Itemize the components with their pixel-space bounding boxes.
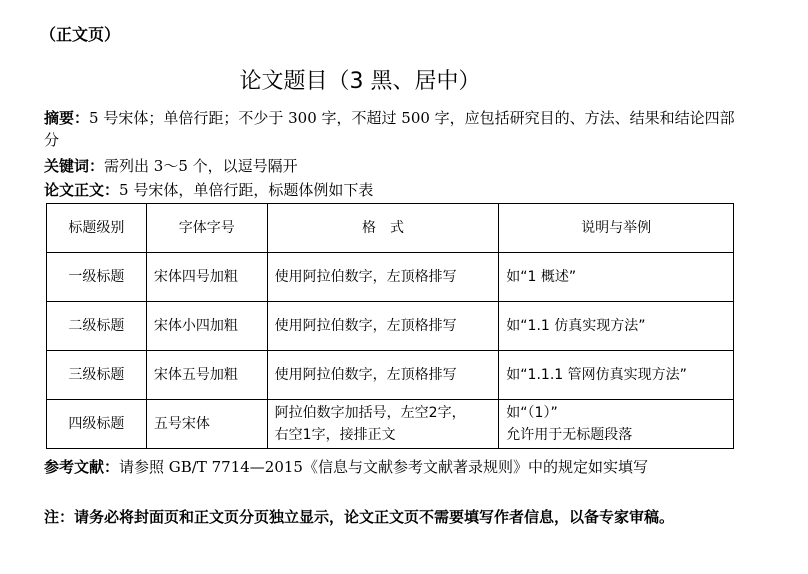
example-line: 允许用于无标题段落 bbox=[506, 427, 633, 443]
keywords-label: 关键词 bbox=[44, 157, 90, 175]
example-line: 如“（1）” bbox=[506, 405, 558, 421]
table-header-cell: 格 式 bbox=[267, 204, 499, 253]
table-header-cell: 说明与举例 bbox=[499, 204, 734, 253]
format-cell: 使用阿拉伯数字，左顶格排写 bbox=[267, 351, 499, 400]
abstract-colon: ： bbox=[74, 109, 90, 127]
table-row bbox=[47, 351, 734, 400]
table-row bbox=[47, 400, 734, 449]
keywords-paragraph bbox=[44, 155, 744, 177]
page-label: （正文页） bbox=[40, 25, 121, 44]
format-cell bbox=[267, 400, 499, 449]
table-header-cell: 标题级别 bbox=[47, 204, 147, 253]
references-label: 参考文献 bbox=[44, 458, 105, 476]
abstract-label: 摘要 bbox=[44, 109, 75, 127]
abstract-text: 5 号宋体；单倍行距；不少于 300 字，不超过 500 字，应包括研究目的、方法、结果和结论四部分 bbox=[44, 109, 735, 149]
level-cell: 一级标题 bbox=[47, 253, 147, 302]
body-text-label: 论文正文 bbox=[44, 181, 105, 199]
level-cell: 二级标题 bbox=[47, 302, 147, 351]
example-cell bbox=[499, 400, 734, 449]
example-cell: 如“1.1 仿真实现方法” bbox=[499, 302, 734, 351]
table-row bbox=[47, 253, 734, 302]
body-text-paragraph bbox=[44, 179, 744, 201]
references-text: 请参照 GB/T 7714—2015《信息与文献参考文献著录规则》中的规定如实填写 bbox=[119, 458, 648, 476]
paper-title: 论文题目（3 黑、居中） bbox=[239, 69, 481, 94]
references-colon: ： bbox=[104, 458, 120, 476]
body-text-text: 5 号宋体，单倍行距，标题体例如下表 bbox=[119, 181, 374, 199]
font-cell: 五号宋体 bbox=[146, 400, 267, 449]
table-header-cell: 字体字号 bbox=[146, 204, 267, 253]
keywords-text: 需列出 3～5 个，以逗号隔开 bbox=[104, 157, 298, 175]
references-paragraph bbox=[44, 456, 744, 478]
abstract-paragraph bbox=[44, 107, 744, 151]
body-text-colon: ： bbox=[104, 181, 120, 199]
submission-note: 注：请务必将封面页和正文页分页独立显示，论文正文页不需要填写作者信息，以备专家审稿。 bbox=[44, 508, 675, 526]
level-cell: 三级标题 bbox=[47, 351, 147, 400]
font-cell: 宋体四号加粗 bbox=[146, 253, 267, 302]
format-line: 阿拉伯数字加括号，左空2字， bbox=[274, 405, 466, 421]
format-cell: 使用阿拉伯数字，左顶格排写 bbox=[267, 302, 499, 351]
heading-format-table bbox=[46, 203, 734, 449]
format-line: 右空1字，接排正文 bbox=[274, 427, 396, 443]
font-cell: 宋体五号加粗 bbox=[146, 351, 267, 400]
level-cell: 四级标题 bbox=[47, 400, 147, 449]
font-cell: 宋体小四加粗 bbox=[146, 302, 267, 351]
table-header-row bbox=[47, 204, 734, 253]
table-row bbox=[47, 302, 734, 351]
example-cell: 如“1 概述” bbox=[499, 253, 734, 302]
keywords-colon: ： bbox=[89, 157, 105, 175]
example-cell: 如“1.1.1 管网仿真实现方法” bbox=[499, 351, 734, 400]
format-cell: 使用阿拉伯数字，左顶格排写 bbox=[267, 253, 499, 302]
